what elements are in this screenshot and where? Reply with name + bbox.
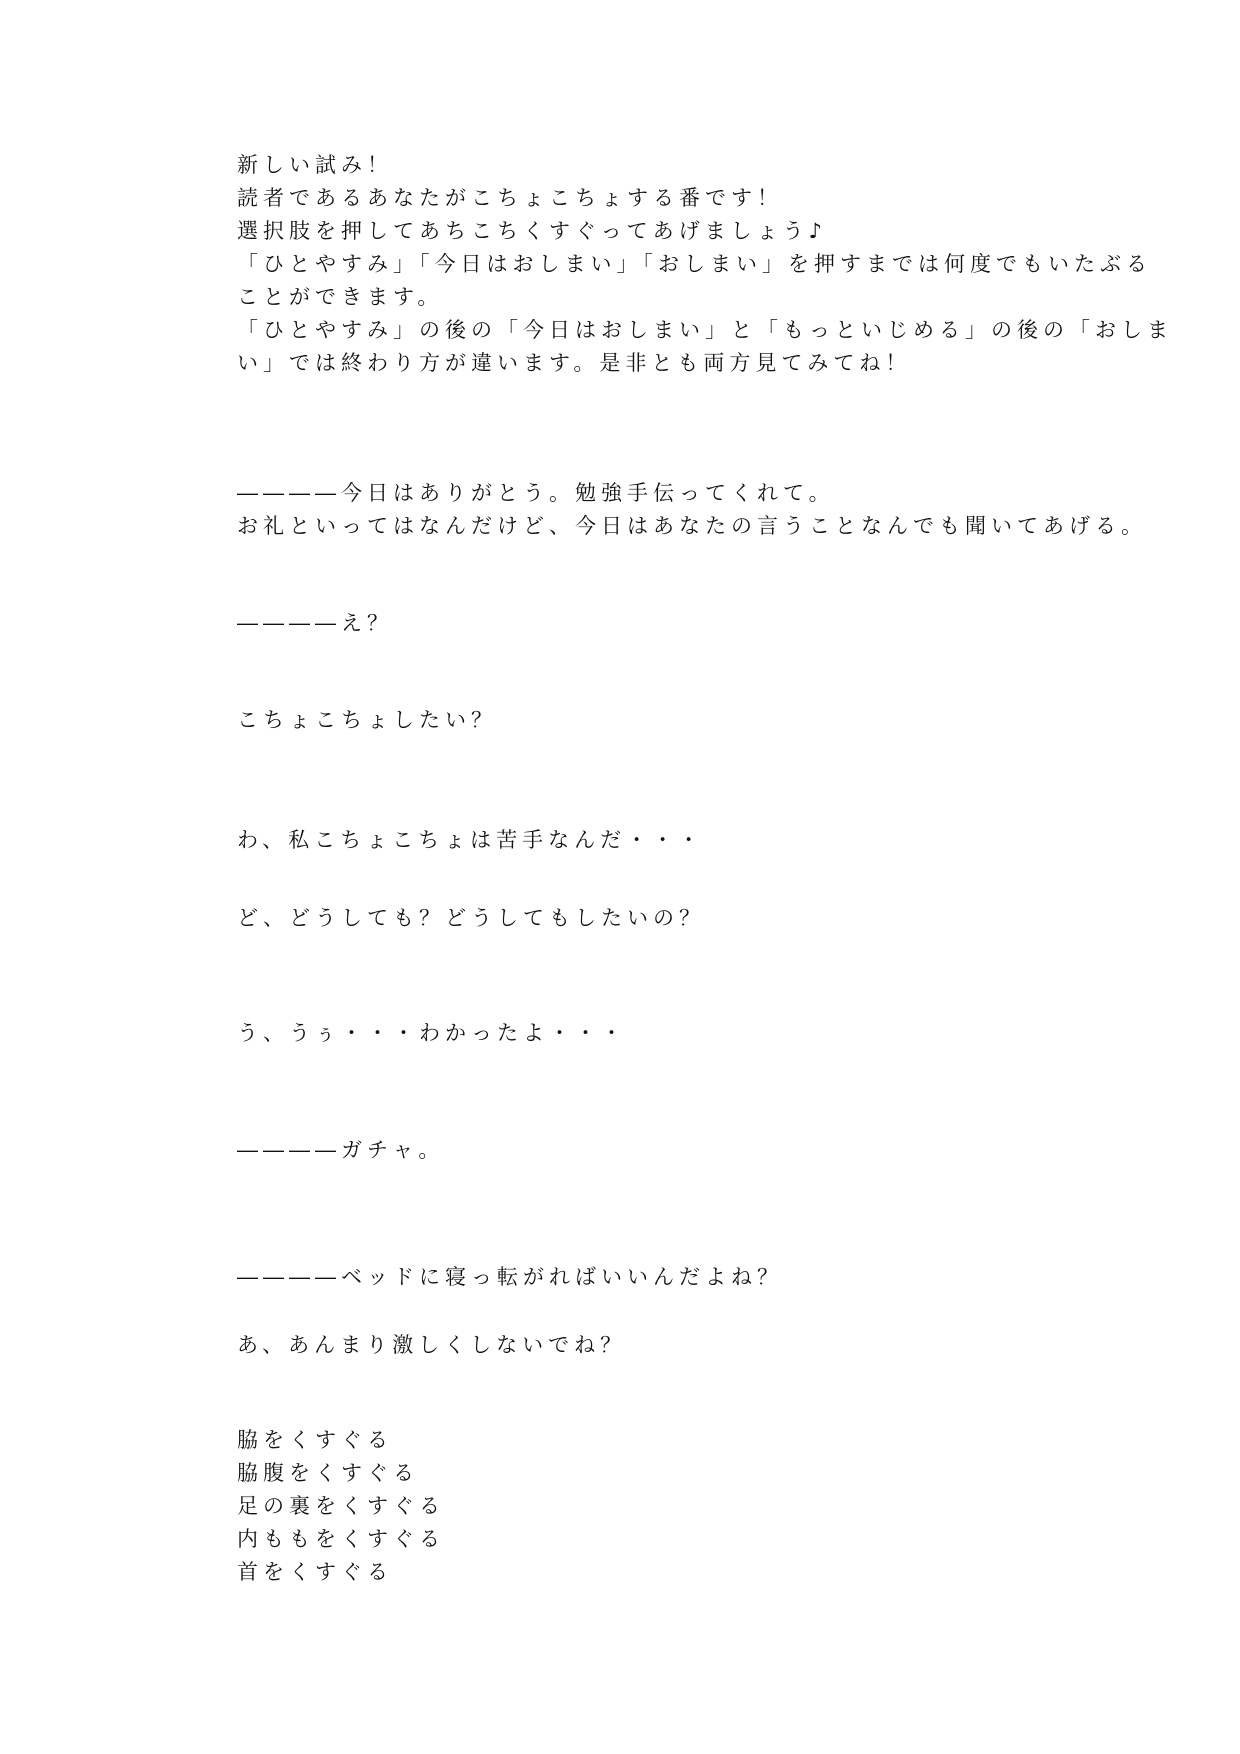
story-line: わ、私こちょこちょは苦手なんだ・・・: [237, 828, 705, 852]
intro-line: 「ひとやすみ」の後の「今日はおしまい」と「もっといじめる」の後の「おしま: [237, 318, 1173, 342]
story-line: ――――え？: [237, 611, 393, 635]
story-line: ――――今日はありがとう。勉強手伝ってくれて。: [237, 481, 835, 505]
intro-line: ことができます。: [237, 285, 444, 309]
choice-tickle-inner-thighs[interactable]: 内ももをくすぐる: [237, 1527, 445, 1551]
story-line: お礼といってはなんだけど、今日はあなたの言うことなんでも聞いてあげる。: [237, 514, 1147, 538]
choice-tickle-soles[interactable]: 足の裏をくすぐる: [237, 1494, 445, 1518]
story-line: あ、あんまり激しくしないでね？: [237, 1333, 627, 1357]
story-line: こちょこちょしたい？: [237, 708, 497, 732]
intro-line: 読者であるあなたがこちょこちょする番です！: [237, 186, 783, 210]
intro-line: 新しい試み！: [237, 153, 393, 177]
story-line: う、うぅ・・・わかったよ・・・: [237, 1021, 627, 1045]
intro-line: 「ひとやすみ」「今日はおしまい」「おしまい」を押すまでは何度でもいたぶる: [237, 252, 1152, 276]
story-line: ――――ガチャ。: [237, 1138, 445, 1162]
choice-tickle-armpit[interactable]: 脇をくすぐる: [237, 1428, 393, 1452]
story-line: ――――ベッドに寝っ転がればいいんだよね？: [237, 1265, 783, 1289]
choice-tickle-neck[interactable]: 首をくすぐる: [237, 1560, 393, 1584]
story-line: ど、どうしても？どうしてもしたいの？: [237, 906, 705, 930]
intro-line: 選択肢を押してあちこちくすぐってあげましょう♪: [237, 219, 827, 243]
choice-tickle-sides[interactable]: 脇腹をくすぐる: [237, 1461, 419, 1485]
intro-line: い」では終わり方が違います。是非とも両方見てみてね！: [237, 351, 912, 375]
